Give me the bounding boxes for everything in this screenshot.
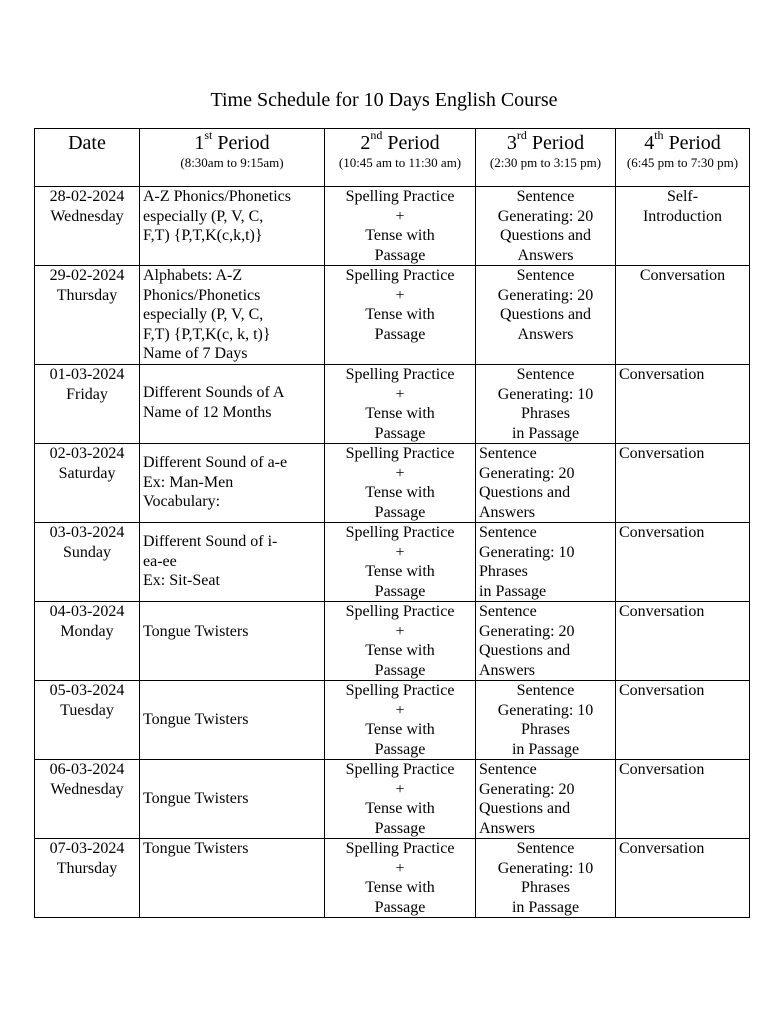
date-text: 03-03-2024 bbox=[49, 524, 125, 541]
header-row bbox=[35, 129, 750, 187]
date-text: 29-02-2024 bbox=[49, 267, 125, 284]
cell-line: + bbox=[395, 701, 405, 719]
cell-line: Passage bbox=[374, 325, 426, 343]
header-period-1 bbox=[140, 129, 325, 187]
cell-line: A-Z Phonics/Phonetics bbox=[143, 188, 291, 205]
period-2-cell bbox=[325, 187, 476, 266]
date-text: 04-03-2024 bbox=[49, 603, 125, 620]
cell-line: Sentence bbox=[516, 840, 575, 857]
cell-line: Introduction bbox=[642, 207, 723, 225]
period-1-cell bbox=[140, 523, 325, 602]
period-2-cell bbox=[325, 444, 476, 523]
table-row bbox=[35, 187, 750, 266]
cell-line: Generating: 10 bbox=[497, 701, 594, 719]
cell-line: Ex: Man-Men bbox=[143, 473, 234, 491]
period-1-cell bbox=[140, 602, 325, 681]
cell-line: Questions and bbox=[479, 642, 571, 659]
cell-line: Questions and bbox=[499, 227, 592, 244]
day-text: Tuesday bbox=[60, 701, 114, 719]
date-text: 05-03-2024 bbox=[49, 682, 125, 699]
period-4-cell bbox=[616, 365, 750, 444]
cell-line: Tense with bbox=[365, 405, 435, 422]
table-row bbox=[35, 602, 750, 681]
period-4-cell bbox=[616, 839, 750, 918]
date-cell bbox=[35, 681, 140, 760]
header-period-4 bbox=[616, 129, 750, 187]
period-3-cell bbox=[476, 444, 616, 523]
cell-line: Passage bbox=[374, 582, 426, 600]
cell-line: F,T) {P,T,K(c,k,t)} bbox=[143, 227, 263, 244]
cell-line: Generating: 20 bbox=[479, 464, 575, 482]
period-2-cell bbox=[325, 760, 476, 839]
cell-line: Spelling Practice bbox=[345, 267, 455, 284]
period-3-cell bbox=[476, 365, 616, 444]
day-text: Thursday bbox=[56, 286, 118, 304]
period-3-cell bbox=[476, 602, 616, 681]
cell-line: Generating: 20 bbox=[479, 780, 575, 798]
day-text: Friday bbox=[66, 385, 108, 403]
cell-line: in Passage bbox=[479, 582, 547, 600]
cell-line: Spelling Practice bbox=[345, 524, 455, 541]
cell-line: Vocabulary: bbox=[143, 493, 221, 510]
schedule-body bbox=[35, 187, 750, 918]
cell-line: Self- bbox=[666, 188, 699, 205]
period-3-cell bbox=[476, 760, 616, 839]
header-period-3 bbox=[476, 129, 616, 187]
date-text: 07-03-2024 bbox=[49, 840, 125, 857]
cell-line: + bbox=[395, 859, 405, 877]
date-text: 01-03-2024 bbox=[49, 366, 125, 383]
cell-line: Spelling Practice bbox=[345, 188, 455, 205]
cell-line: Tongue Twisters bbox=[143, 711, 249, 728]
cell-line: Answers bbox=[517, 325, 574, 343]
period-4-cell bbox=[616, 444, 750, 523]
day-text: Saturday bbox=[58, 464, 116, 482]
cell-line: Sentence bbox=[479, 524, 537, 541]
header-period-2 bbox=[325, 129, 476, 187]
day-text: Wednesday bbox=[50, 780, 124, 798]
cell-line: Passage bbox=[374, 503, 426, 521]
cell-line: Tongue Twisters bbox=[143, 790, 249, 807]
cell-line: + bbox=[395, 286, 405, 304]
cell-line: Phrases bbox=[521, 405, 570, 422]
period-2-cell bbox=[325, 839, 476, 918]
cell-line: Spelling Practice bbox=[345, 761, 455, 778]
cell-line: + bbox=[395, 543, 405, 561]
cell-line: in Passage bbox=[511, 898, 580, 916]
period-3-cell bbox=[476, 681, 616, 760]
date-cell bbox=[35, 839, 140, 918]
cell-line: Spelling Practice bbox=[345, 366, 455, 383]
period-4-cell bbox=[616, 523, 750, 602]
cell-line: Generating: 20 bbox=[497, 286, 594, 304]
date-cell bbox=[35, 602, 140, 681]
period-1-cell bbox=[140, 365, 325, 444]
cell-line: Spelling Practice bbox=[345, 840, 455, 857]
cell-line: + bbox=[395, 464, 405, 482]
header-period-4-time: (6:45 pm to 7:30 pm) bbox=[626, 155, 739, 170]
period-4-cell bbox=[616, 187, 750, 266]
header-period-1-title: 1st Period bbox=[194, 128, 270, 154]
cell-line: Answers bbox=[479, 819, 535, 837]
cell-line: Tongue Twisters bbox=[143, 840, 249, 857]
cell-line: Generating: 10 bbox=[497, 859, 594, 877]
cell-line: Tense with bbox=[365, 879, 435, 896]
cell-line: in Passage bbox=[511, 424, 580, 442]
cell-line: Sentence bbox=[516, 366, 575, 383]
cell-line: Tense with bbox=[365, 563, 435, 580]
period-1-cell bbox=[140, 266, 325, 365]
cell-line: + bbox=[395, 780, 405, 798]
table-row bbox=[35, 266, 750, 365]
header-period-3-title: 3rd Period bbox=[506, 128, 585, 154]
cell-line: Ex: Sit-Seat bbox=[143, 572, 220, 589]
cell-line: Phonics/Phonetics bbox=[143, 286, 261, 304]
cell-line: Conversation bbox=[619, 524, 705, 541]
cell-line: + bbox=[395, 385, 405, 403]
cell-line: Sentence bbox=[516, 267, 575, 284]
cell-line: Name of 12 Months bbox=[143, 403, 272, 421]
cell-line: Phrases bbox=[479, 563, 528, 580]
cell-line: Passage bbox=[374, 424, 426, 442]
day-text: Sunday bbox=[63, 543, 111, 561]
cell-line: Sentence bbox=[479, 761, 537, 778]
period-2-cell bbox=[325, 602, 476, 681]
cell-line: Passage bbox=[374, 819, 426, 837]
cell-line: Tense with bbox=[365, 800, 435, 817]
cell-line: Questions and bbox=[479, 800, 571, 817]
cell-line: Tense with bbox=[365, 642, 435, 659]
cell-line: F,T) {P,T,K(c, k, t)} bbox=[143, 325, 271, 343]
cell-line: Passage bbox=[374, 898, 426, 916]
header-period-3-time: (2:30 pm to 3:15 pm) bbox=[489, 155, 602, 170]
table-row bbox=[35, 523, 750, 602]
cell-line: Spelling Practice bbox=[345, 682, 455, 699]
cell-line: Generating: 20 bbox=[479, 622, 575, 640]
period-1-cell bbox=[140, 444, 325, 523]
header-period-2-time: (10:45 am to 11:30 am) bbox=[338, 155, 462, 170]
cell-line: Alphabets: A-Z bbox=[143, 267, 243, 284]
cell-line: Tense with bbox=[365, 721, 435, 738]
cell-line: Conversation bbox=[619, 603, 705, 620]
date-cell bbox=[35, 266, 140, 365]
cell-line: Passage bbox=[374, 740, 426, 758]
cell-line: Tense with bbox=[365, 306, 435, 323]
table-row bbox=[35, 839, 750, 918]
cell-line: Generating: 10 bbox=[479, 543, 575, 561]
period-4-cell bbox=[616, 681, 750, 760]
period-3-cell bbox=[476, 187, 616, 266]
cell-line: especially (P, V, C, bbox=[143, 207, 264, 225]
cell-line: Conversation bbox=[619, 840, 705, 857]
header-period-1-time: (8:30am to 9:15am) bbox=[180, 155, 284, 170]
cell-line: Conversation bbox=[639, 267, 726, 284]
cell-line: Sentence bbox=[516, 188, 575, 205]
table-row bbox=[35, 760, 750, 839]
cell-line: Sentence bbox=[479, 603, 537, 620]
period-1-cell bbox=[140, 760, 325, 839]
period-4-cell bbox=[616, 602, 750, 681]
cell-line: Conversation bbox=[619, 366, 705, 383]
cell-line: Generating: 10 bbox=[497, 385, 594, 403]
period-4-cell bbox=[616, 760, 750, 839]
date-cell bbox=[35, 444, 140, 523]
table-row bbox=[35, 681, 750, 760]
cell-line: especially (P, V, C, bbox=[143, 306, 264, 323]
date-text: 02-03-2024 bbox=[49, 445, 125, 462]
cell-line: in Passage bbox=[511, 740, 580, 758]
table-row bbox=[35, 365, 750, 444]
cell-line: Tongue Twisters bbox=[143, 623, 249, 640]
cell-line: Conversation bbox=[619, 682, 705, 699]
period-2-cell bbox=[325, 523, 476, 602]
day-text: Thursday bbox=[56, 859, 118, 877]
period-1-cell bbox=[140, 839, 325, 918]
document-title: Time Schedule for 10 Days English Course bbox=[210, 89, 558, 111]
cell-line: Answers bbox=[479, 503, 535, 521]
period-2-cell bbox=[325, 681, 476, 760]
table-row bbox=[35, 444, 750, 523]
cell-line: Questions and bbox=[499, 306, 592, 323]
cell-line: Sentence bbox=[516, 682, 575, 699]
cell-line: Spelling Practice bbox=[345, 603, 455, 620]
date-cell bbox=[35, 760, 140, 839]
cell-line: Answers bbox=[517, 246, 574, 264]
date-text: 28-02-2024 bbox=[49, 188, 125, 205]
cell-line: Passage bbox=[374, 246, 426, 264]
header-date bbox=[35, 129, 140, 187]
date-text: 06-03-2024 bbox=[49, 761, 125, 778]
cell-line: Sentence bbox=[479, 445, 537, 462]
cell-line: Answers bbox=[479, 661, 535, 679]
date-cell bbox=[35, 365, 140, 444]
cell-line: Conversation bbox=[619, 445, 705, 462]
cell-line: Generating: 20 bbox=[497, 207, 594, 225]
period-3-cell bbox=[476, 266, 616, 365]
period-4-cell bbox=[616, 266, 750, 365]
cell-line: Tense with bbox=[365, 484, 435, 501]
day-text: Wednesday bbox=[50, 207, 124, 225]
period-3-cell bbox=[476, 839, 616, 918]
header-period-4-title: 4th Period bbox=[644, 128, 721, 154]
cell-line: Different Sounds of A bbox=[143, 384, 285, 401]
cell-line: Passage bbox=[374, 661, 426, 679]
cell-line: ea-ee bbox=[143, 552, 177, 570]
header-period-2-title: 2nd Period bbox=[360, 128, 440, 154]
period-3-cell bbox=[476, 523, 616, 602]
cell-line: Tense with bbox=[365, 227, 435, 244]
cell-line: Questions and bbox=[479, 484, 571, 501]
date-cell bbox=[35, 187, 140, 266]
period-2-cell bbox=[325, 365, 476, 444]
cell-line: Different Sound of i- bbox=[143, 533, 278, 550]
cell-line: + bbox=[395, 207, 405, 225]
day-text: Monday bbox=[60, 622, 114, 640]
cell-line: Different Sound of a-e bbox=[143, 454, 288, 471]
period-1-cell bbox=[140, 681, 325, 760]
cell-line: Name of 7 Days bbox=[143, 345, 248, 362]
cell-line: Spelling Practice bbox=[345, 445, 455, 462]
cell-line: Phrases bbox=[521, 879, 570, 896]
period-1-cell bbox=[140, 187, 325, 266]
period-2-cell bbox=[325, 266, 476, 365]
cell-line: + bbox=[395, 622, 405, 640]
cell-line: Conversation bbox=[619, 761, 705, 778]
header-date-label: Date bbox=[68, 132, 106, 154]
date-cell bbox=[35, 523, 140, 602]
schedule-table bbox=[34, 128, 750, 918]
cell-line: Phrases bbox=[521, 721, 570, 738]
